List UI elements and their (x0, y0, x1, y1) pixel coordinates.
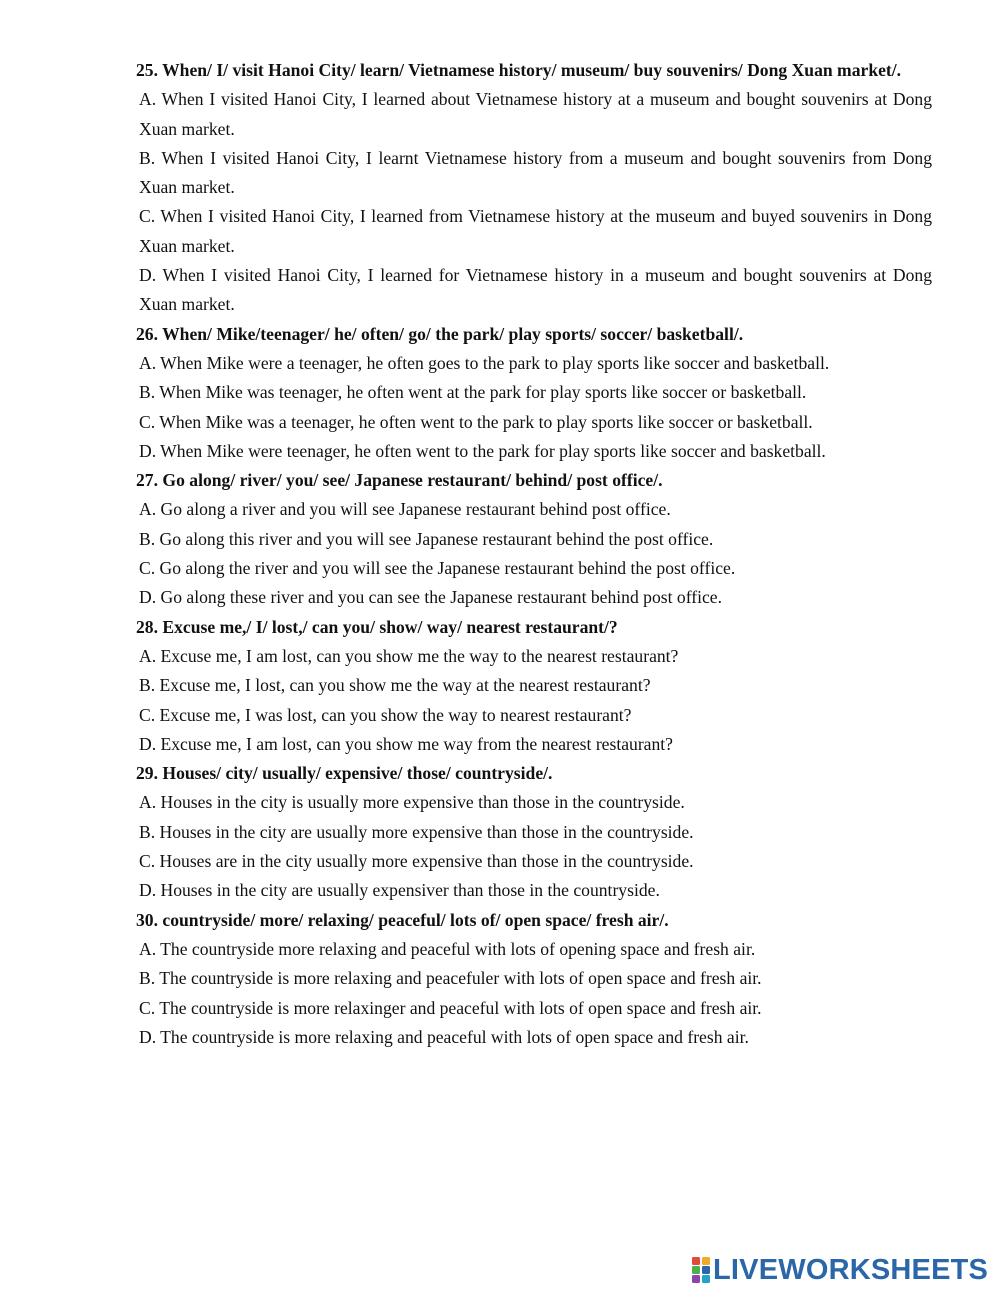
answer-option-b[interactable]: B. When Mike was teenager, he often went at the park for play sports like soccer or basketball. (139, 382, 807, 403)
answer-option-b[interactable]: B. Excuse me, I lost, can you show me the way at the nearest restaurant? (139, 675, 651, 696)
answer-option-a[interactable]: A. The countryside more relaxing and peaceful with lots of opening space and fresh air. (139, 938, 756, 959)
answer-option-d[interactable]: D. When Mike were teenager, he often went to the park for play sports like soccer and basketball. (139, 440, 826, 461)
question-stem: 30. countryside/ more/ relaxing/ peaceful/ lots of/ open space/ fresh air/. (136, 909, 669, 930)
question-stem: 28. Excuse me,/ I/ lost,/ can you/ show/ way/ nearest restaurant/? (136, 616, 618, 637)
question-25 (136, 56, 932, 320)
answer-option-c[interactable]: C. When I visited Hanoi City, I learned from Vietnamese history at the museum and buyed souvenirs in Dong Xuan market. (139, 206, 932, 256)
answer-option-a[interactable]: A. When Mike were a teenager, he often goes to the park to play sports like soccer and basketball. (139, 352, 830, 373)
question-26 (136, 320, 932, 466)
answer-option-b[interactable]: B. When I visited Hanoi City, I learnt Vietnamese history from a museum and bought souvenirs from Dong Xuan market. (139, 147, 932, 198)
question-29 (136, 759, 932, 905)
answer-option-b[interactable]: B. Go along this river and you will see Japanese restaurant behind the post office. (139, 528, 714, 549)
answer-option-a[interactable]: A. When I visited Hanoi City, I learned about Vietnamese history at a museum and bought souvenirs at Dong Xuan market. (139, 89, 932, 139)
answer-option-c[interactable]: C. When Mike was a teenager, he often went to the park to play sports like soccer or basketball. (139, 411, 813, 432)
answer-option-d[interactable]: D. Excuse me, I am lost, can you show me way from the nearest restaurant? (139, 733, 673, 754)
answer-option-a[interactable]: A. Houses in the city is usually more expensive than those in the countryside. (139, 792, 685, 813)
question-28 (136, 613, 932, 759)
answer-option-c[interactable]: C. Go along the river and you will see the Japanese restaurant behind the post office. (139, 558, 736, 579)
answer-option-d[interactable]: D. The countryside is more relaxing and peaceful with lots of open space and fresh air. (139, 1026, 749, 1047)
answer-option-d[interactable]: D. Go along these river and you can see the Japanese restaurant behind post office. (139, 587, 722, 608)
answer-option-b[interactable]: B. The countryside is more relaxing and peacefuler with lots of open space and fresh air. (139, 968, 762, 989)
answer-option-c[interactable]: C. Excuse me, I was lost, can you show the way to nearest restaurant? (139, 704, 632, 725)
liveworksheets-logo (692, 1255, 988, 1285)
question-stem: 26. When/ Mike/teenager/ he/ often/ go/ the park/ play sports/ soccer/ basketball/. (136, 323, 744, 344)
answer-option-a[interactable]: A. Go along a river and you will see Japanese restaurant behind post office. (139, 499, 671, 520)
answer-option-d[interactable]: D. Houses in the city are usually expensiver than those in the countryside. (139, 880, 660, 901)
answer-option-c[interactable]: C. The countryside is more relaxinger and peaceful with lots of open space and fresh air. (139, 997, 762, 1018)
answer-option-a[interactable]: A. Excuse me, I am lost, can you show me the way to the nearest restaurant? (139, 645, 679, 666)
question-27 (136, 466, 932, 612)
liveworksheets-logo-text: LIVEWORKSHEETS (713, 1254, 989, 1286)
question-stem: 27. Go along/ river/ you/ see/ Japanese restaurant/ behind/ post office/. (136, 470, 663, 491)
question-stem: 25. When/ I/ visit Hanoi City/ learn/ Vietnamese history/ museum/ buy souvenirs/ Dong Xuan market/. (136, 60, 902, 80)
worksheet-content (136, 56, 932, 1052)
answer-option-c[interactable]: C. Houses are in the city usually more expensive than those in the countryside. (139, 851, 694, 872)
liveworksheets-logo-icon (692, 1257, 710, 1283)
question-30 (136, 906, 932, 1052)
answer-option-d[interactable]: D. When I visited Hanoi City, I learned for Vietnamese history in a museum and bought souvenirs at Dong Xuan market. (139, 265, 932, 315)
question-stem: 29. Houses/ city/ usually/ expensive/ those/ countryside/. (136, 763, 553, 784)
answer-option-b[interactable]: B. Houses in the city are usually more expensive than those in the countryside. (139, 821, 694, 842)
